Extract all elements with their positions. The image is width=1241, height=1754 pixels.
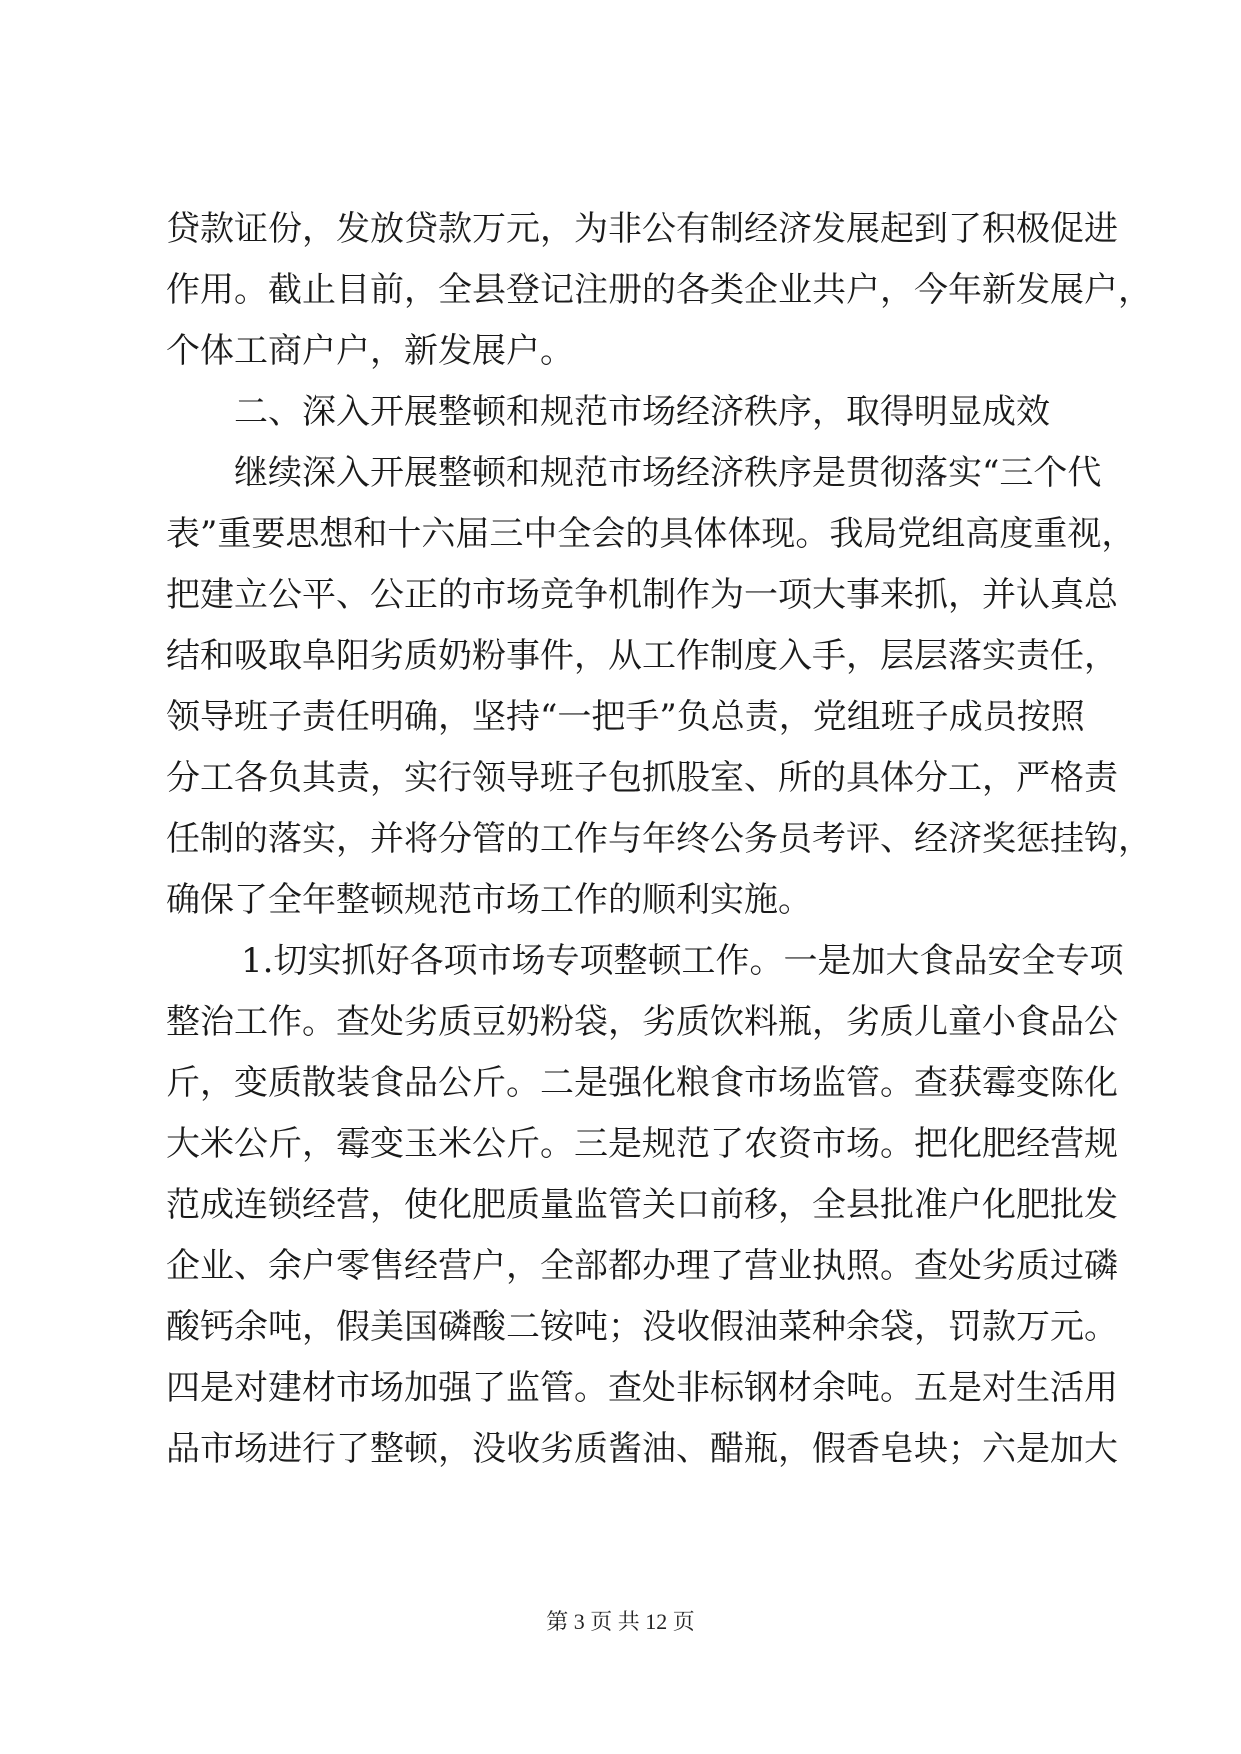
body-line: 领导班子责任明确，坚持“一把手”负总责，党组班子成员按照 bbox=[166, 697, 1085, 737]
body-line: 企业、余户零售经营户，全部都办理了营业执照。查处劣质过磷 bbox=[166, 1246, 1118, 1286]
page-footer: 第 3 页 共 12 页 bbox=[546, 1609, 695, 1634]
body-line: 品市场进行了整顿，没收劣质酱油、醋瓶，假香皂块；六是加大 bbox=[166, 1429, 1118, 1469]
body-line: 把建立公平、公正的市场竞争机制作为一项大事来抓，并认真总 bbox=[166, 575, 1118, 615]
body-line: 结和吸取阜阳劣质奶粉事件，从工作制度入手，层层落实责任， bbox=[166, 636, 1118, 676]
body-line: 确保了全年整顿规范市场工作的顺利实施。 bbox=[166, 880, 812, 920]
body-line: 任制的落实，并将分管的工作与年终公务员考评、经济奖惩挂钩， bbox=[166, 819, 1152, 859]
section-heading: 二、深入开展整顿和规范市场经济秩序，取得明显成效 bbox=[234, 392, 1050, 432]
body-line: 分工各负其责，实行领导班子包抓股室、所的具体分工，严格责 bbox=[166, 758, 1118, 798]
body-line: 表”重要思想和十六届三中全会的具体体现。我局党组高度重视， bbox=[166, 514, 1136, 554]
body-line: 酸钙余吨，假美国磷酸二铵吨；没收假油菜种余袋，罚款万元。 bbox=[166, 1307, 1118, 1347]
body-line: 范成连锁经营，使化肥质量监管关口前移，全县批准户化肥批发 bbox=[166, 1185, 1118, 1225]
body-line: 继续深入开展整顿和规范市场经济秩序是贯彻落实“三个代 bbox=[234, 453, 1102, 493]
body-line: 整治工作。查处劣质豆奶粉袋，劣质饮料瓶，劣质儿童小食品公 bbox=[166, 1002, 1118, 1042]
body-line: 大米公斤，霉变玉米公斤。三是规范了农资市场。把化肥经营规 bbox=[166, 1124, 1118, 1164]
body-line: 1.切实抓好各项市场专项整顿工作。一是加大食品安全专项 bbox=[241, 941, 1124, 981]
body-line: 贷款证份，发放贷款万元，为非公有制经济发展起到了积极促进 bbox=[166, 209, 1118, 249]
body-line: 斤，变质散装食品公斤。二是强化粮食市场监管。查获霉变陈化 bbox=[166, 1063, 1118, 1103]
body-line: 四是对建材市场加强了监管。查处非标钢材余吨。五是对生活用 bbox=[166, 1368, 1118, 1408]
body-line: 作用。截止目前，全县登记注册的各类企业共户，今年新发展户， bbox=[166, 270, 1152, 310]
body-line: 个体工商户户，新发展户。 bbox=[166, 331, 574, 371]
